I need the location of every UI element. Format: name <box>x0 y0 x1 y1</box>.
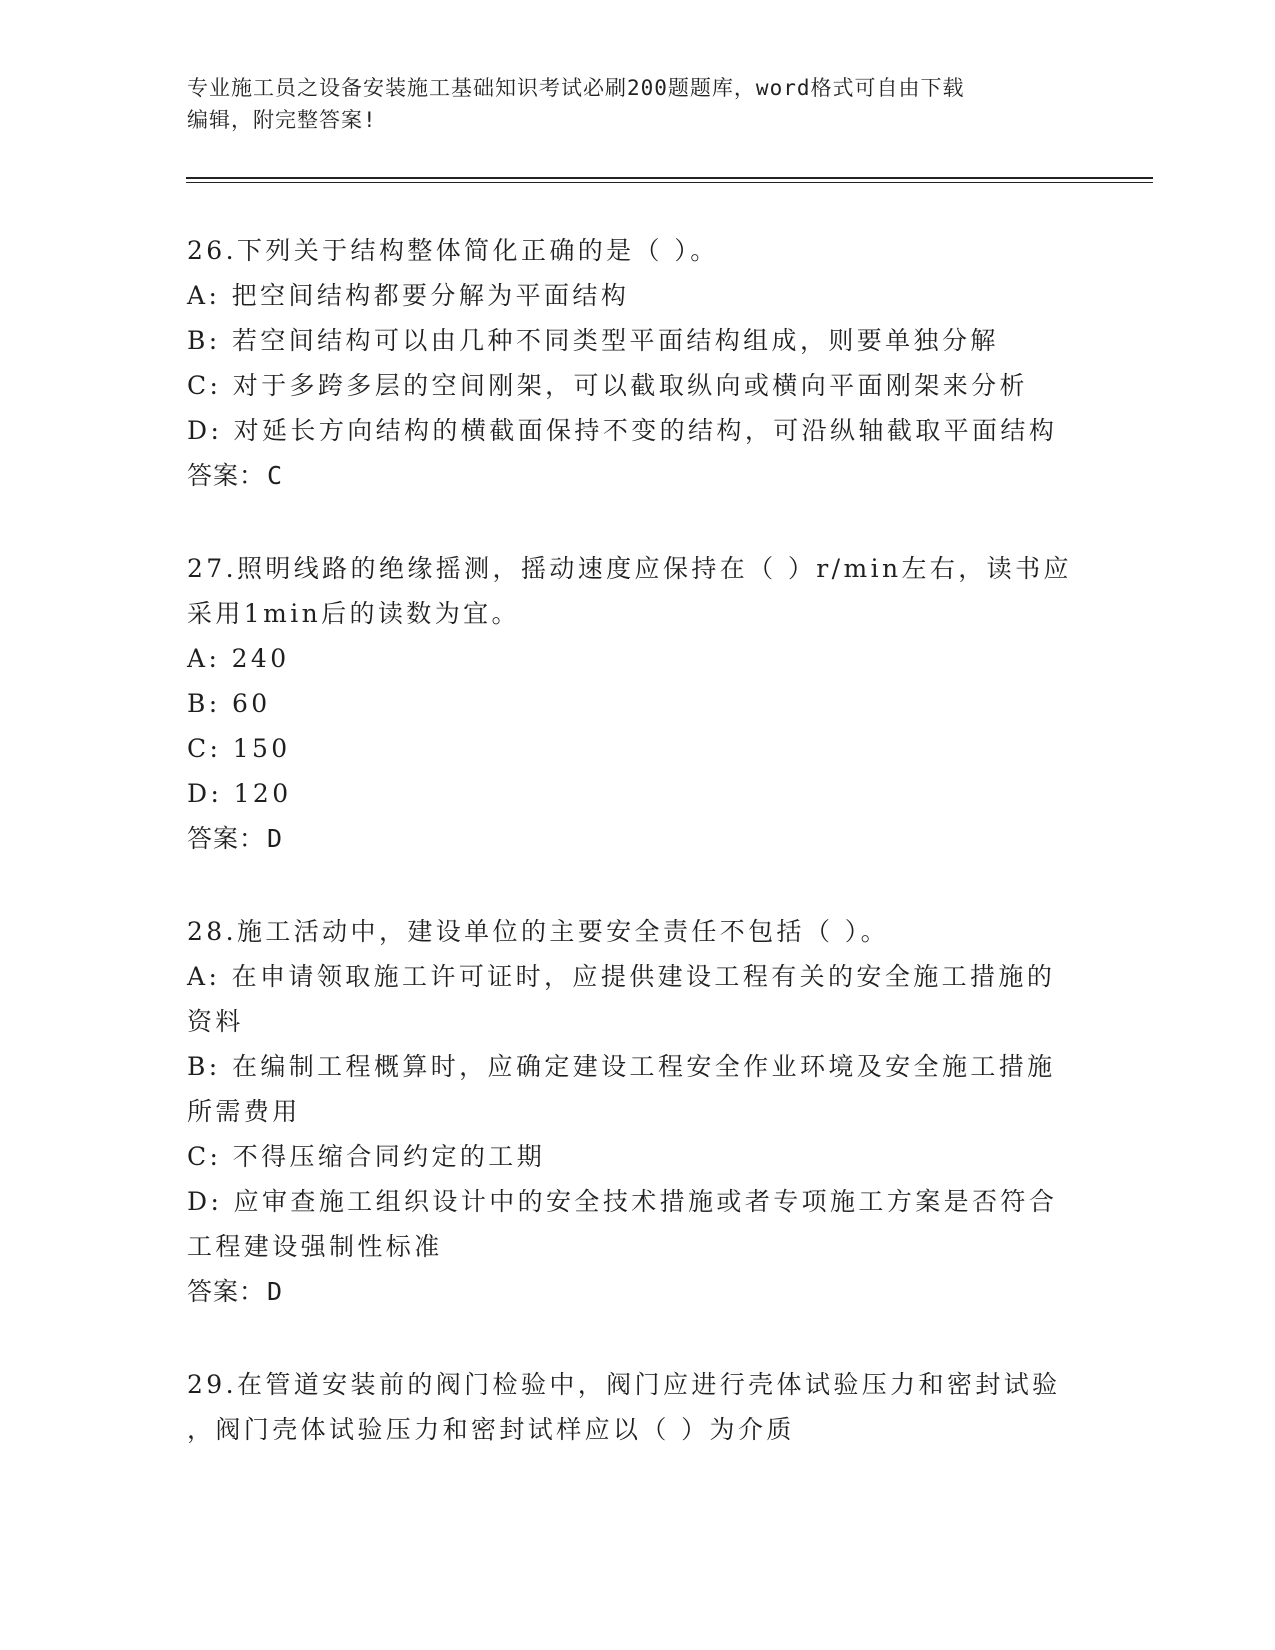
answer-option-line: B: 若空间结构可以由几种不同类型平面结构组成，则要单独分解 <box>187 326 999 355</box>
header-title-line-1: 专业施工员之设备安装施工基础知识考试必刷200题题库，word格式可自由下载 <box>187 76 965 100</box>
question-block <box>187 1362 1087 1452</box>
answer-option-line: A: 把空间结构都要分解为平面结构 <box>187 281 630 310</box>
answer-option-line: B: 在编制工程概算时，应确定建设工程安全作业环境及安全施工措施 <box>187 1052 1056 1081</box>
answer-option-line: 工程建设强制性标准 <box>187 1232 443 1261</box>
question-stem-line: 26.下列关于结构整体简化正确的是（ ）。 <box>187 236 719 265</box>
answer-option-line: D: 对延长方向结构的横截面保持不变的结构，可沿纵轴截取平面结构 <box>187 416 1058 445</box>
question-block <box>187 228 1087 498</box>
question-block <box>187 546 1087 861</box>
answer-option-line: A: 在申请领取施工许可证时，应提供建设工程有关的安全施工措施的 <box>187 962 1056 991</box>
question-list <box>187 228 1087 1452</box>
answer-key <box>187 453 1087 498</box>
answer-key <box>187 816 1087 861</box>
answer-option-line: B: 60 <box>187 689 271 718</box>
document-header <box>187 72 1087 136</box>
answer-option-line: 资料 <box>187 1007 244 1036</box>
answer-label: 答案： <box>187 461 266 490</box>
answer-option-line: D: 应审查施工组织设计中的安全技术措施或者专项施工方案是否符合 <box>187 1187 1058 1216</box>
question-block <box>187 909 1087 1314</box>
answer-option-line: D: 120 <box>187 779 292 808</box>
question-stem-line: 采用1min后的读数为宜。 <box>187 599 520 628</box>
answer-option-line: C: 对于多跨多层的空间刚架，可以截取纵向或横向平面刚架来分析 <box>187 371 1028 400</box>
answer-label: 答案： <box>187 1277 266 1306</box>
question-stem-line: ，阀门壳体试验压力和密封试样应以（ ）为介质 <box>187 1415 795 1444</box>
answer-label: 答案： <box>187 824 266 853</box>
answer-option-line: C: 不得压缩合同约定的工期 <box>187 1142 546 1171</box>
answer-option-line: C: 150 <box>187 734 291 763</box>
answer-option-line: A: 240 <box>187 644 290 673</box>
answer-value: D <box>267 824 284 853</box>
answer-key <box>187 1269 1087 1314</box>
header-title-line-2: 编辑，附完整答案! <box>187 108 377 132</box>
question-stem-line: 27.照明线路的绝缘摇测，摇动速度应保持在（ ）r/min左右，读书应 <box>187 554 1072 583</box>
question-stem-line: 28.施工活动中，建设单位的主要安全责任不包括（ ）。 <box>187 917 890 946</box>
answer-value: D <box>267 1277 284 1306</box>
answer-option-line: 所需费用 <box>187 1097 301 1126</box>
header-divider-top <box>186 177 1153 179</box>
header-divider-bottom <box>186 182 1153 183</box>
answer-value: C <box>267 461 284 490</box>
question-stem-line: 29.在管道安装前的阀门检验中，阀门应进行壳体试验压力和密封试验 <box>187 1370 1061 1399</box>
